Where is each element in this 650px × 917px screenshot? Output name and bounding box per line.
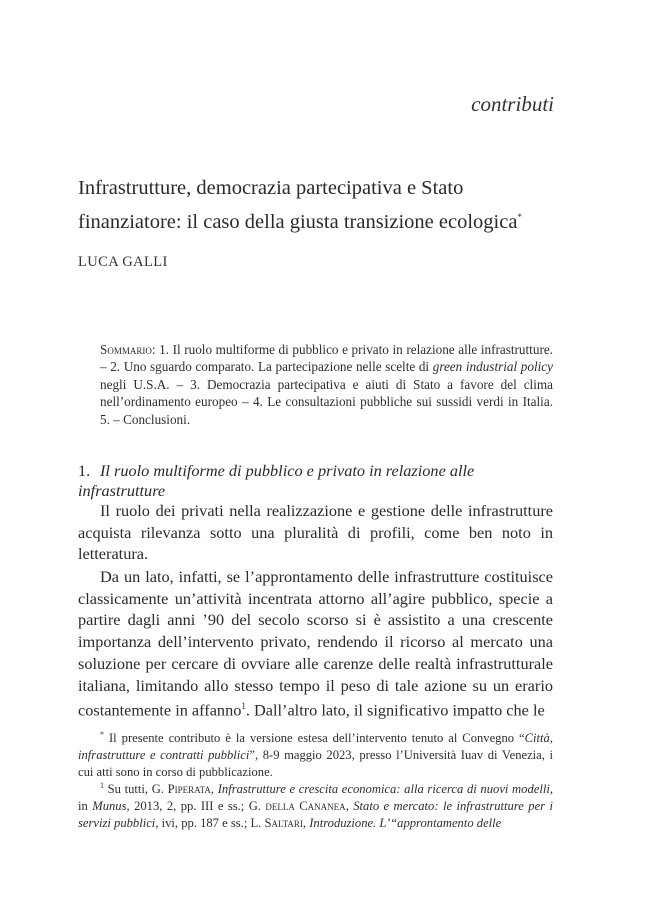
paragraph-2-text-b: . Dall’altro lato, il significativo impatto che le <box>245 700 545 720</box>
fn1-c: , <box>210 782 218 797</box>
footnote-1 <box>78 777 553 832</box>
fn1-title-3: Introduzione. L’“approntamento delle <box>309 816 502 831</box>
author-name: LUCA GALLI <box>78 254 168 270</box>
footnote-star-italic: Città, infrastrutture e contratti pubblici <box>78 731 553 763</box>
fn1-title-1: Infrastrutture e crescita economica: alla ricerca di nuovi modelli <box>217 782 550 797</box>
footnote-star-marker: * <box>100 730 104 739</box>
article-title <box>78 174 578 237</box>
fn1-e: , in <box>78 782 553 814</box>
fn1-i: , <box>345 799 354 814</box>
footnote-star-text-c: ”, 8-9 maggio 2023, presso l’Università Iuav di Venezia, i cui atti sono in corso di pubblicazione. <box>78 748 553 780</box>
fn1-a: Su tutti, G. <box>107 782 168 797</box>
section-heading <box>78 461 558 501</box>
summary-label: Sommario <box>100 342 152 357</box>
title-footnote-marker: * <box>517 212 522 222</box>
fn1-author-2: della Cananea <box>265 799 346 814</box>
paragraph-1: Il ruolo dei privati nella realizzazione e gestione delle infrastrutture acquista rilevanza sotto una pluralità di profili, come ben noto in letteratura. <box>78 501 553 564</box>
footnote-ref-1: 1 <box>241 701 246 712</box>
title-line-1: Infrastrutture, democrazia partecipativa e Stato <box>78 177 464 199</box>
section-label: contributi <box>471 92 554 116</box>
fn1-m: , <box>302 816 310 831</box>
section-heading-text: Il ruolo multiforme di pubblico e privato in relazione alle infrastrutture <box>78 461 475 500</box>
summary-text-c: negli U.S.A. – 3. Democrazia partecipativa e aiuti di Stato a favore del clima nell’ordinamento europeo – 4. Le consultazioni pubbliche sui sussidi verdi in Italia. 5. – Conclusioni. <box>100 376 553 427</box>
fn1-author-1: Piperata <box>167 782 211 797</box>
summary-text-a: : 1. Il ruolo multiforme di pubblico e privato in relazione alle infrastrutture. – 2. Uno sguardo comparato. La partecipazione nelle scelte di <box>100 342 553 375</box>
footnote-1-marker: 1 <box>100 781 104 790</box>
fn1-k: , ivi, pp. 187 e ss.; L. <box>155 816 265 831</box>
footnote-star-text-a: Il presente contributo è la versione estesa dell’intervento tenuto al Convegno “ <box>108 731 525 746</box>
footnote-star <box>78 726 553 781</box>
section-number: 1. <box>78 461 91 480</box>
paragraph-2 <box>78 566 553 721</box>
title-line-2: finanziatore: il caso della giusta transizione ecologica <box>78 210 518 233</box>
fn1-title-2: Stato e mercato: le infrastrutture per i servizi pubblici <box>78 799 553 831</box>
fn1-author-3: Saltari <box>264 816 303 831</box>
summary-block <box>100 341 553 428</box>
fn1-g: , 2013, 2, pp. III e ss.; G. <box>126 799 266 814</box>
summary-text-italic: green industrial policy <box>432 359 553 375</box>
paragraph-2-text-a: Da un lato, infatti, se l’approntamento delle infrastrutture costituisce classicamente un’attività incentrata attorno all’agire pubblico, specie a partire dagli anni ’90 del secolo scorso si è assistito a una crescente importanza dell’intervento privato, rendendo il ricorso al mercato una soluzione per cercare di ovviare alle carenze delle realtà infrastrutturale italiana, limitando allo stesso tempo il peso di tale azione su un erario costantemente in affanno <box>78 567 553 720</box>
fn1-journal: Munus <box>92 799 127 814</box>
